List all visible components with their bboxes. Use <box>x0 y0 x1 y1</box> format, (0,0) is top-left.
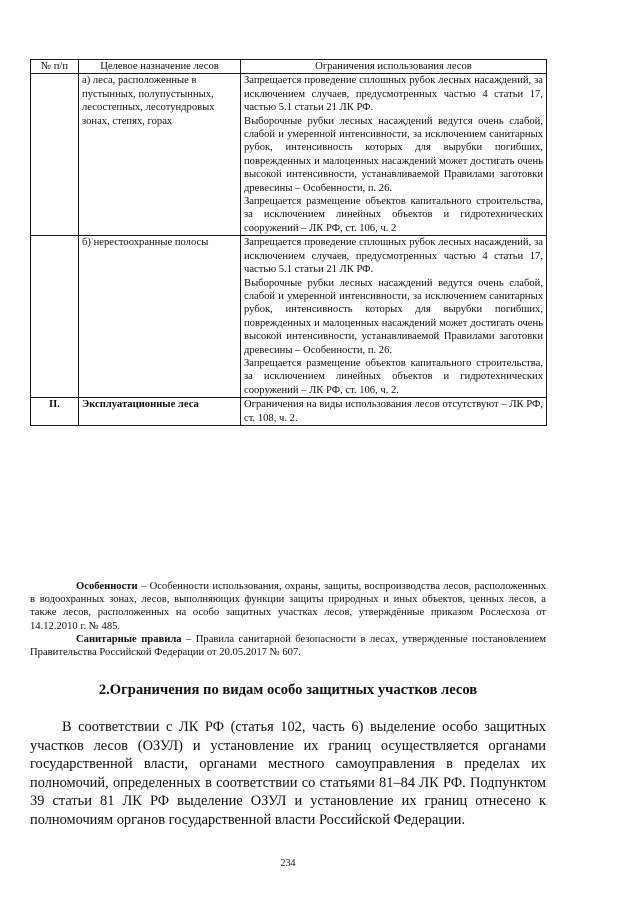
restriction-paragraph: Выборочные рубки лесных насаждений ведутся очень слабой, слабой и умеренной интенсивности, за исключением санитарных рубок, интенсивность которых для вырубки погибших, поврежденных и малоценных насаждений может достигать очень высокой интенсивности, устанавливаемой Правилами заготовки древесины – Особенности, п. 26. <box>244 115 543 194</box>
row-number-cell <box>31 236 79 398</box>
header-restrictions: Ограничения использования лесов <box>241 60 547 74</box>
table-row <box>31 236 547 398</box>
restrictions-cell <box>241 398 547 426</box>
header-purpose: Целевое назначение лесов <box>79 60 241 74</box>
forest-purpose-text: Эксплуатационные леса <box>82 399 199 411</box>
restriction-paragraph: Запрещается проведение сплошных рубок лесных насаждений, за исключением случаев, предусмотренных частью 4 статьи 17, частью 5.1 статьи 21 ЛК РФ. <box>244 237 543 276</box>
restriction-paragraph: Запрещается размещение объектов капитального строительства, за исключением линейных объектов и гидротехнических сооружений – ЛК РФ, ст. 106, ч. 2 <box>244 196 543 234</box>
forest-purpose-cell <box>79 398 241 426</box>
footnote-text: – Правила санитарной безопасности в лесах, утвержденные постановлением Правительства Российской Федерации от 20.05.2017 № 607. <box>30 633 546 659</box>
footnote-osobennosti <box>30 580 546 633</box>
row-number-cell: II. <box>31 398 79 426</box>
row-number-cell <box>31 74 79 236</box>
forest-purpose-text: б) нерестоохранные полосы <box>82 237 209 249</box>
footnote-sanitary-rules <box>30 633 546 659</box>
forest-purpose-text: а) леса, расположенные в пустынных, полупустынных, лесостепных, лесотундровых зонах, степях, горах <box>82 75 215 127</box>
table-row <box>31 74 547 236</box>
footnote-text: – Особенности использования, охраны, защиты, воспроизводства лесов, расположенных в водоохранных зонах, лесов, выполняющих функции защиты природных и иных объектов, ценных лесов, а также лесов, расположенных на особо защитных участках лесов, утверждённые приказом Рослесхоза от 14.12.2010 г. № 485. <box>30 581 546 632</box>
page-number: 234 <box>280 858 296 869</box>
forest-purpose-cell <box>79 74 241 236</box>
table-header-row <box>31 60 547 74</box>
header-number: № п/п <box>31 60 79 74</box>
footnote-term: Санитарные правила <box>76 633 182 645</box>
restriction-paragraph: Запрещается размещение объектов капитального строительства, за исключением линейных объектов и гидротехнических сооружений – ЛК РФ, ст. 106, ч. 2. <box>244 357 543 396</box>
section-title: 2.Ограничения по видам особо защитных участков лесов <box>98 682 478 698</box>
restriction-paragraph: Выборочные рубки лесных насаждений ведутся очень слабой, слабой и умеренной интенсивности, за исключением санитарных рубок, интенсивность которых для вырубки погибших, поврежденных и малоценных насаждений может достигать очень высокой интенсивности, устанавливаемой Правилами заготовки древесины – Особенности, п. 26. <box>244 277 543 356</box>
forest-restrictions-table <box>30 59 547 426</box>
restriction-paragraph: Ограничения на виды использования лесов отсутствуют – ЛК РФ, ст. 108, ч. 2. <box>244 399 543 424</box>
section-paragraph: В соответствии с ЛК РФ (статья 102, часть 6) выделение особо защитных участков лесов (ОЗУЛ) и установление их границ осуществляется органами государственной власти, органами местного самоуправления в пределах их полномочий, определенных в соответствии со статьями 81–84 ЛК РФ. Подпунктом 39 статьи 81 ЛК РФ выделение ОЗУЛ и установление их границ отнесено к полномочиям органов государственной власти Российской Федерации. <box>30 719 546 828</box>
footnote-term: Особенности <box>76 581 138 592</box>
restrictions-cell <box>241 236 547 398</box>
restriction-paragraph: Запрещается проведение сплошных рубок лесных насаждений, за исключением случаев, предусмотренных частью 4 статьи 17, частью 5.1 статьи 21 ЛК РФ. <box>244 75 543 114</box>
footnotes <box>30 580 546 659</box>
table-row <box>31 398 547 426</box>
forest-purpose-cell <box>79 236 241 398</box>
restrictions-cell <box>241 74 547 236</box>
